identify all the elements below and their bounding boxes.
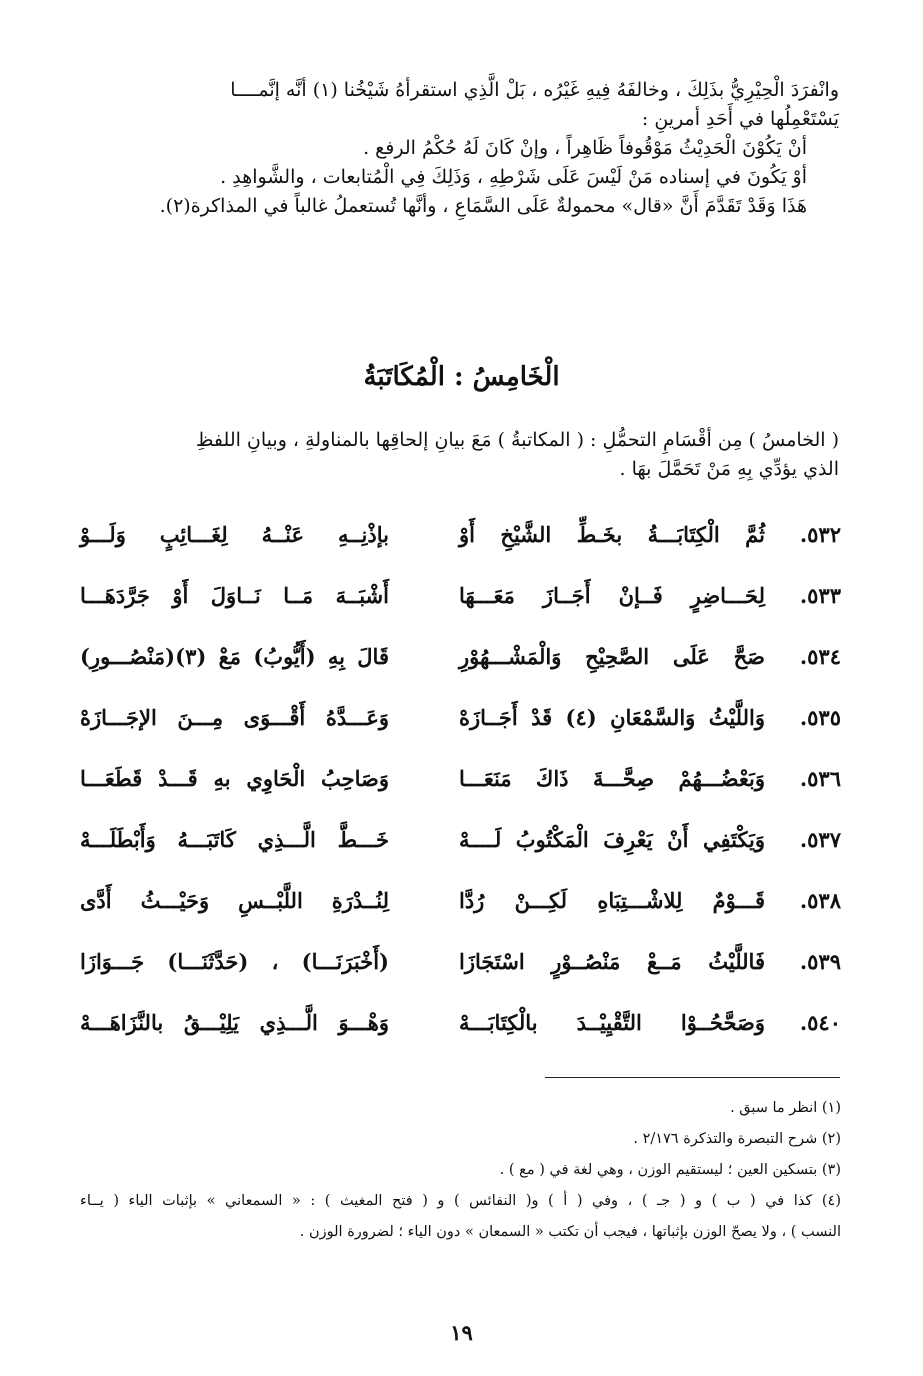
verse-second-hemistich: (أَخْبَرَنَـــا) ، (حَدَّثَنَـــا) جَـــوَازَا — [80, 949, 389, 974]
verse-line — [80, 827, 841, 888]
footnote: (١) انظر ما سبق . — [730, 1100, 841, 1116]
verse-number: ٥٣٣. — [799, 583, 841, 608]
verse-first-hemistich: قَـــوْمٌ لِلاشْـــتِبَاهِ لَكِـــنْ رُدَّا — [459, 888, 765, 913]
verse-number: ٥٣٥. — [799, 705, 841, 730]
verse-line — [80, 705, 841, 766]
poem-verses — [80, 522, 841, 1071]
page-number: ١٩ — [450, 1320, 473, 1345]
intro-line: أنْ يَكُوْنَ الْحَدِيْثُ مَوْقُوفاً ظَاهِراً ، وإنْ كَانَ لَهُ حُكْمُ الرفع . — [363, 137, 807, 159]
verse-second-hemistich: لِنُــدْرَةِ اللَّبْــسِ وَحَيْـــثُ أَدَّى — [80, 888, 389, 913]
footnote-divider — [545, 1077, 840, 1078]
intro-paragraph — [78, 76, 839, 221]
verse-first-hemistich: وَصَحَّحُــوْا التَّقْيِيْــدَ بالْكِتَابَـــهْ — [459, 1010, 765, 1035]
verse-line — [80, 1010, 841, 1071]
verse-second-hemistich: قَالَ بِهِ (أَيُّوبُ) مَعْ (٣)(مَنْصُـــورِ) — [80, 644, 389, 669]
verse-number: ٥٣٦. — [799, 766, 841, 791]
intro-line: هَذَا وَقَدْ تَقَدَّمَ أَنَّ «قال» محمولةٌ عَلَى السَّمَاعِ ، وأنَّها تُستعملُ غالباً في المذاكرة(٢). — [159, 195, 807, 217]
footnote: (٢) شرح التبصرة والتذكرة ٢/١٧٦ . — [633, 1131, 841, 1147]
section-intro — [78, 426, 839, 484]
verse-second-hemistich: وَهْـــوَ الَّـــذِي يَلِيْـــقُ بالنَّزَاهَـــهْ — [80, 1010, 389, 1035]
verse-second-hemistich: وَصَاحِبُ الْحَاوِي بهِ قَـــدْ قَطَعَـــا — [80, 766, 389, 791]
footnote: (٤) كذا في ( ب ) و ( جـ ) ، وفي ( أ ) و( النفائس ) و ( فتح المغيث ) : « السمعاني » بإثبات الياء ( يــاء — [80, 1193, 841, 1209]
verse-second-hemistich: وَعَـــدَّهُ أَقْـــوَى مِـــنَ الإجَـــازَهْ — [80, 705, 389, 730]
verse-line — [80, 766, 841, 827]
verse-first-hemistich: فَاللَّيْثُ مَــعْ مَنْصُــوْرٍ اسْتَجَازَا — [459, 949, 765, 974]
verse-first-hemistich: وَبَعْضُـــهُمْ صِحَّـــةَ ذَاكَ مَنَعَـــا — [459, 766, 765, 791]
section-intro-line: الذي يؤدِّي بِهِ مَنْ تَحَمَّلَ بهَا . — [619, 458, 839, 480]
verse-number: ٥٣٩. — [799, 949, 841, 974]
verse-number: ٥٣٧. — [799, 827, 841, 852]
verse-second-hemistich: خَـــطَّ الَّـــذِي كَاتَبَـــهُ وَأَبْطَلَـــهْ — [80, 827, 389, 852]
verse-second-hemistich: أَشْبَــهَ مَــا نَــاوَلَ أَوْ جَرَّدَهَـــا — [80, 583, 389, 608]
verse-first-hemistich: صَحَّ عَلَى الصَّحِيْحِ وَالْمَشْـــهُوْرِ — [459, 644, 765, 669]
verse-first-hemistich: وَيَكْتَفِي أَنْ يَعْرِفَ الْمَكْتُوبُ لَــــهْ — [459, 827, 765, 852]
intro-line: أوْ يَكُونَ في إسناده مَنْ لَيْسَ عَلَى شَرْطِهِ ، وَذَلِكَ فِي الْمُتابعات ، والشَّواهِدِ . — [220, 166, 807, 188]
footnote-continuation: النسب ) ، ولا يصحّ الوزن بإثباتها ، فيجب أن تكتب « السمعان » دون الياء ؛ لضرورة الوزن . — [299, 1224, 841, 1240]
intro-line: وانْفرَدَ الْحِيْرِيُّ بذَلِكَ ، وخالفَهُ فِيهِ غَيْرُه ، بَلْ الَّذِي استقرأهُ شَيْخُنا (١) أنَّه إنَّمــــا — [230, 79, 839, 101]
verse-line — [80, 644, 841, 705]
verse-number: ٥٣٤. — [799, 644, 841, 669]
verse-line — [80, 949, 841, 1010]
footnotes — [80, 1093, 841, 1248]
verse-number: ٥٤٠. — [799, 1010, 841, 1035]
intro-line: يَسْتَعْمِلُها في أَحَدِ أمرينِ : — [641, 108, 839, 130]
verse-first-hemistich: لِحَـــاضِرٍ فَــإنْ أَجَــازَ مَعَـــهَا — [459, 583, 765, 608]
section-heading: الْخَامِسُ : الْمُكَاتَبَةُ — [363, 362, 560, 392]
verse-line — [80, 522, 841, 583]
verse-number: ٥٣٢. — [799, 522, 841, 547]
verse-first-hemistich: وَاللَّيْثُ وَالسَّمْعَانِ (٤) قَدْ أَجَــازَهْ — [459, 705, 765, 730]
section-intro-line: ( الخامسُ ) مِن أقْسَامِ التحمُّلِ : ( المكاتبةُ ) مَعَ بيانِ إلحاقِها بالمناولةِ ، وبيانِ اللفظِ — [195, 429, 839, 451]
footnote: (٣) بتسكين العين ؛ ليستقيم الوزن ، وهي لغة في ( مع ) . — [499, 1162, 841, 1178]
verse-line — [80, 888, 841, 949]
verse-first-hemistich: ثُمَّ الْكِتَابَـــةُ بخَـطِّ الشَّيْخِ أَوْ — [459, 522, 765, 547]
verse-line — [80, 583, 841, 644]
verse-second-hemistich: بإذْنِــهِ عَنْــهُ لِغَـــائِبٍ وَلَـــوْ — [80, 522, 389, 547]
verse-number: ٥٣٨. — [799, 888, 841, 913]
